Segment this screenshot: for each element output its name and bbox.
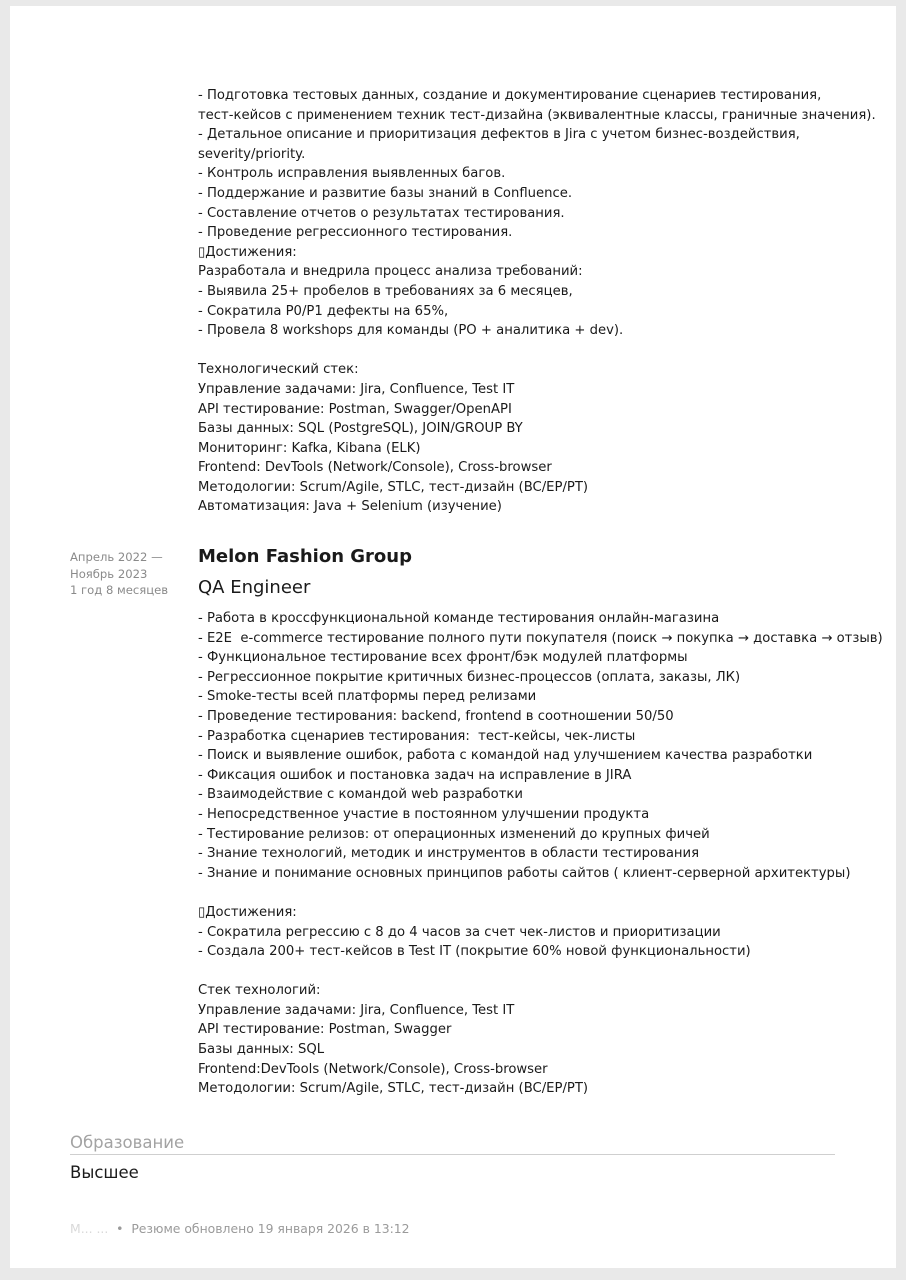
text-line: ▯Достижения: (198, 904, 297, 920)
text-line: ▯Достижения: (198, 244, 297, 260)
text-line: - Регрессионное покрытие критичных бизнес-процессов (оплата, заказы, ЛК) (198, 669, 741, 685)
period-start: Апрель 2022 — (70, 550, 163, 564)
text-line: severity/priority. (198, 146, 306, 162)
text-line: - Выявила 25+ пробелов в требованиях за 6 месяцев, (198, 283, 573, 299)
text-line: тест-кейсов с применением техник тест-дизайна (эквивалентные классы, граничные значения). (198, 107, 876, 123)
job-description (198, 609, 883, 1099)
text-line: Базы данных: SQL (198, 1042, 325, 1058)
text-line: Frontend: DevTools (Network/Console), Cross-browser (198, 460, 552, 476)
text-line: - Поиск и выявление ошибок, работа с командой над улучшением качества разработки (198, 748, 813, 764)
period-duration: 1 год 8 месяцев (70, 583, 169, 598)
education-level: Высшее (70, 1163, 139, 1182)
resume-page (10, 6, 896, 1268)
text-line: - Разработка сценариев тестирования: тест-кейсы, чек-листы (198, 728, 636, 744)
job-period (70, 549, 168, 599)
resume-updated-text: • Резюме обновлено 19 января 2026 в 13:12 (108, 1221, 410, 1236)
text-line: Базы данных: SQL (PostgreSQL), JOIN/GROUP BY (198, 421, 523, 437)
text-line: - E2E e-commerce тестирование полного пути покупателя (поиск → покупка → доставка → отзыв) (198, 630, 883, 646)
text-line: - Знание и понимание основных принципов работы сайтов ( клиент-серверной архитектуры) (198, 865, 851, 881)
text-line: API тестирование: Postman, Swagger (198, 1022, 452, 1038)
text-line: - Провела 8 workshops для команды (PO + аналитика + dev). (198, 323, 624, 339)
text-line: Управление задачами: Jira, Confluence, Test IT (198, 1002, 515, 1018)
text-line: Мониторинг: Kafka, Kibana (ELK) (198, 440, 421, 456)
education-heading: Образование (70, 1133, 185, 1152)
experience-details-top (198, 86, 878, 517)
job-position: QA Engineer (198, 577, 311, 598)
text-line: Технологический стек: (198, 362, 359, 378)
text-line: - Сократила регрессию с 8 до 4 часов за счет чек-листов и приоритизации (198, 924, 721, 940)
text-line: - Взаимодействие с командой web разработки (198, 787, 523, 803)
period-end: Ноябрь 2023 (70, 566, 148, 581)
text-line: - Функциональное тестирование всех фронт/бэк модулей платформы (198, 650, 688, 666)
text-line: Стек технологий: (198, 983, 321, 999)
footer-faded-text: М... ... (70, 1221, 109, 1236)
text-line: - Подготовка тестовых данных, создание и документирование сценариев тестирования, (198, 88, 822, 103)
resume-footer (70, 1221, 410, 1236)
text-line: API тестирование: Postman, Swagger/OpenAPI (198, 401, 512, 417)
education-divider (70, 1154, 835, 1155)
company-name: Melon Fashion Group (198, 546, 412, 567)
text-line: - Детальное описание и приоритизация дефектов в Jira с учетом бизнес-воздействия, (198, 127, 800, 143)
blank-line (198, 962, 878, 982)
text-line: Методологии: Scrum/Agile, STLC, тест-дизайн (BC/EP/PT) (198, 1081, 589, 1097)
text-line: - Создала 200+ тест-кейсов в Test IT (покрытие 60% новой функциональности) (198, 944, 751, 960)
text-line: Методологии: Scrum/Agile, STLC, тест-дизайн (BC/EP/PT) (198, 479, 589, 495)
text-line: Frontend:DevTools (Network/Console), Cross-browser (198, 1061, 548, 1077)
text-line: - Проведение регрессионного тестирования. (198, 225, 513, 241)
text-line: - Проведение тестирования: backend, frontend в соотношении 50/50 (198, 708, 674, 724)
text-line: - Знание технологий, методик и инструментов в области тестирования (198, 846, 700, 862)
text-line: - Работа в кроссфункциональной команде тестирования онлайн-магазина (198, 611, 720, 626)
text-line: - Составление отчетов о результатах тестирования. (198, 205, 565, 221)
text-line: - Smoke-тесты всей платформы перед релизами (198, 689, 537, 705)
text-line: - Фиксация ошибок и постановка задач на исправление в JIRA (198, 767, 632, 783)
text-line: - Контроль исправления выявленных багов. (198, 166, 506, 182)
text-line: - Непосредственное участие в постоянном улучшении продукта (198, 806, 650, 822)
text-line: Автоматизация: Java + Selenium (изучение) (198, 499, 502, 515)
blank-line (198, 883, 878, 903)
text-line: - Сократила P0/P1 дефекты на 65%, (198, 303, 449, 319)
text-line: Разработала и внедрила процесс анализа требований: (198, 264, 583, 280)
text-line: Управление задачами: Jira, Confluence, Test IT (198, 381, 515, 397)
blank-line (198, 341, 878, 361)
text-line: - Тестирование релизов: от операционных изменений до крупных фичей (198, 826, 710, 842)
text-line: - Поддержание и развитие базы знаний в Confluence. (198, 185, 573, 201)
